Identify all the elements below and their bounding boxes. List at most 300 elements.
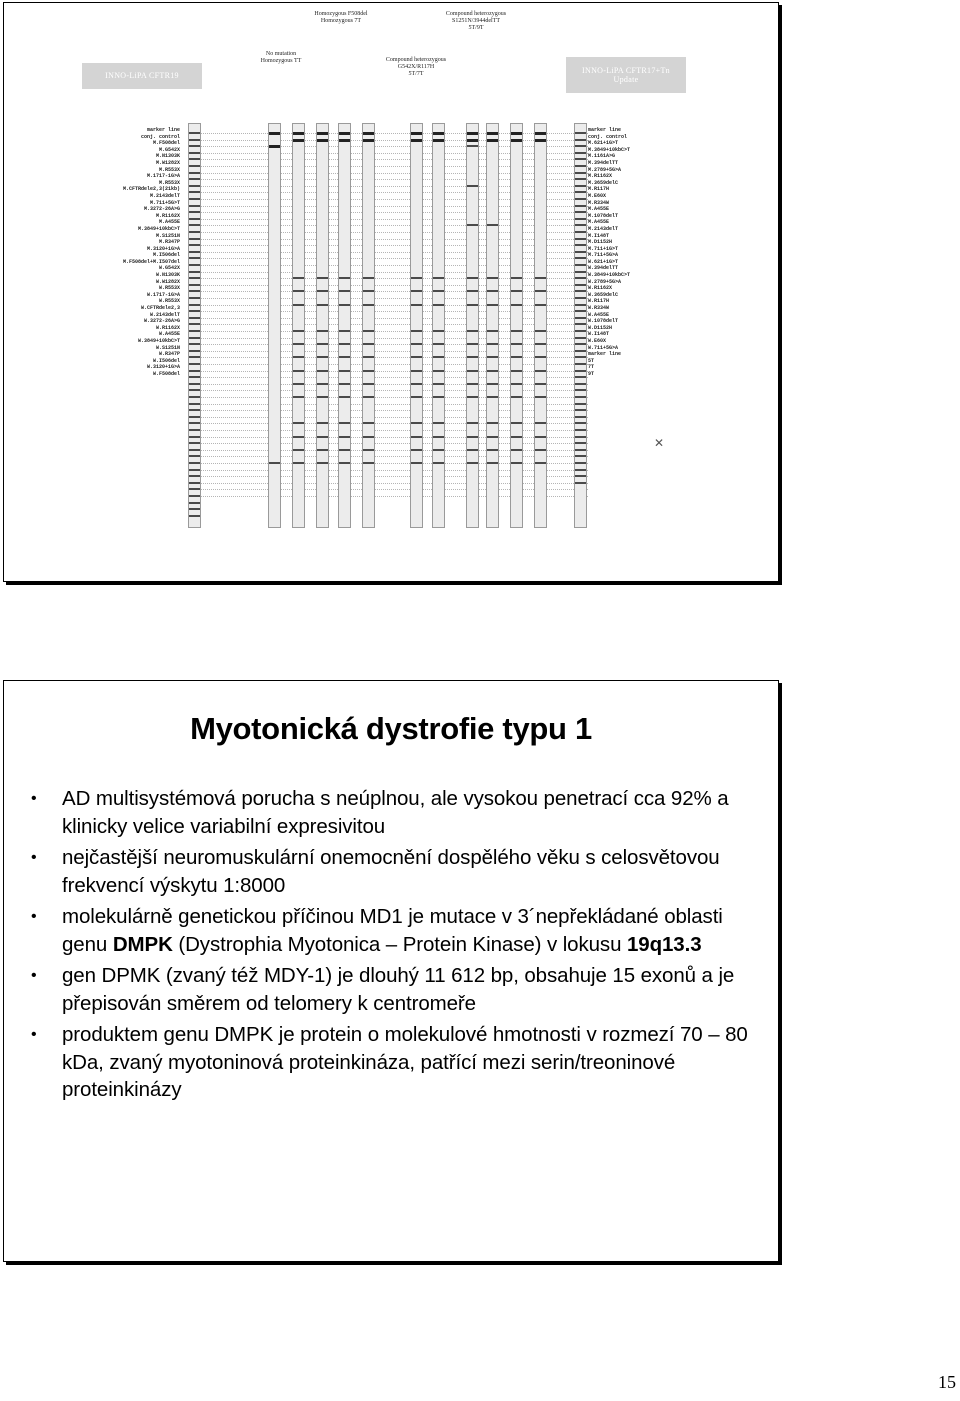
line-probe-assay-figure [76, 13, 696, 533]
strip-band [411, 422, 422, 424]
bullet-item [27, 785, 757, 840]
strip-band [575, 139, 586, 141]
strip-band [339, 422, 350, 424]
guide-line [188, 212, 588, 213]
header-left-box [82, 63, 202, 89]
strip-band [189, 185, 200, 187]
strip-band [575, 462, 586, 464]
right-probe-label: M.E60X [588, 192, 607, 199]
guide-line [188, 470, 588, 471]
guide-line [188, 410, 588, 411]
bullet-text: AD multisystémová porucha s neúplnou, ale vysokou penetrací cca 92% a klinicky velice variabilní expresivitou [62, 787, 729, 838]
left-probe-label: M.2143delT [149, 192, 180, 199]
strip-band [535, 449, 546, 451]
strip-band [411, 449, 422, 451]
strip-band [293, 343, 304, 345]
guide-line [188, 311, 588, 312]
guide-line [188, 225, 588, 226]
strip-band [467, 330, 478, 332]
column-label-1: No mutation Homozygous TT [260, 51, 302, 65]
strip-band [189, 317, 200, 319]
strip-band [411, 356, 422, 358]
test-strip [432, 123, 445, 528]
left-probe-label: W.I506del [152, 357, 180, 364]
locus-name: 19q13.3 [626, 932, 702, 956]
strip-band [363, 356, 374, 358]
strip-band [339, 330, 350, 332]
strip-band [487, 304, 498, 306]
guide-line [188, 377, 588, 378]
right-probe-label: W.394delTT [588, 265, 619, 272]
test-strip [362, 123, 375, 528]
strip-band [511, 356, 522, 358]
strip-band [317, 343, 328, 345]
guide-line [188, 476, 588, 477]
right-probe-label: M.394delTT [588, 159, 619, 166]
bullet-dot-icon: • [31, 908, 37, 925]
strip-band [575, 132, 586, 134]
guide-line [188, 159, 588, 160]
strip-band [189, 515, 200, 517]
left-probe-label: W.R1162X [155, 324, 180, 331]
strip-band [575, 297, 586, 299]
strip-band [363, 396, 374, 398]
left-probe-label: W.2143delT [149, 311, 180, 318]
strip-band [575, 284, 586, 286]
strip-band [189, 178, 200, 180]
guide-line [188, 351, 588, 352]
right-probe-label: M.R334W [588, 199, 610, 206]
strip-band [535, 139, 546, 142]
strip-band [293, 356, 304, 358]
strip-band [189, 502, 200, 504]
strip-band [433, 436, 444, 438]
strip-band [293, 304, 304, 306]
strip-band [575, 449, 586, 451]
left-probe-label: W.F508del [152, 370, 180, 377]
strip-band [293, 277, 304, 279]
strip-band [363, 277, 374, 279]
test-strip [338, 123, 351, 528]
strip-band [189, 442, 200, 444]
strip-band [317, 277, 328, 279]
strip-band [575, 363, 586, 365]
strip-band [487, 356, 498, 358]
right-probe-label: W.621+1G>T [588, 258, 619, 265]
gene-name: DMPK [112, 932, 173, 956]
strip-band [269, 462, 280, 464]
strip-band [363, 304, 374, 306]
header-right-box [566, 57, 686, 93]
strip-band [535, 383, 546, 385]
strip-band [317, 396, 328, 398]
strip-band [511, 330, 522, 332]
strip-band [575, 383, 586, 385]
right-probe-label: marker line [588, 351, 622, 358]
right-probe-label: M.621+1G>T [588, 140, 619, 147]
strip-band [575, 455, 586, 457]
guide-line [188, 278, 588, 279]
strip-band [339, 304, 350, 306]
guide-line [188, 285, 588, 286]
strip-band [575, 356, 586, 358]
strip-band [575, 238, 586, 240]
guide-line [188, 430, 588, 431]
right-probe-label: M.2789+5G>A [588, 166, 622, 173]
right-probe-label: W.711+5G>A [588, 344, 619, 351]
test-strip [410, 123, 423, 528]
strip-band [467, 436, 478, 438]
strip-band [575, 429, 586, 431]
strip-band [411, 396, 422, 398]
strip-band [487, 343, 498, 345]
strip-band [535, 290, 546, 292]
strip-band [189, 297, 200, 299]
guide-line [188, 298, 588, 299]
right-probe-label: marker line [588, 127, 622, 133]
guide-line [188, 344, 588, 345]
strip-band [189, 350, 200, 352]
strip-band [189, 158, 200, 160]
strip-band [411, 370, 422, 372]
strip-band [189, 238, 200, 240]
strip-band [511, 383, 522, 385]
column-label-4: Compound heterozygous S1251N/3944delTT 5T/9T [445, 11, 507, 32]
strip-band [189, 224, 200, 226]
guide-line [188, 232, 588, 233]
bullet-dot-icon: • [31, 1026, 37, 1043]
guide-line [188, 496, 588, 497]
guide-line [188, 166, 588, 167]
strip-band [575, 482, 586, 484]
strip-band [293, 370, 304, 372]
strip-band [433, 396, 444, 398]
strip-band [487, 132, 498, 135]
right-probe-label: M.3849+10kbC>T [588, 146, 631, 153]
strip-band [189, 271, 200, 273]
left-probe-label: M.G542X [158, 146, 180, 153]
strip-band [487, 330, 498, 332]
strip-band [487, 449, 498, 451]
right-probe-label: M.711+5G>A [588, 252, 619, 259]
strip-band [189, 145, 200, 147]
bullet-text: gen DPMK (zvaný též MDY-1) je dlouhý 11 612 bp, obsahuje 15 exonů a je přepisován směrem od telomery k centromeře [62, 964, 735, 1015]
strip-band [339, 132, 350, 135]
right-probe-label: M.1161A>G [588, 153, 616, 160]
left-probe-label: W.N1303K [155, 272, 180, 279]
strip-band [575, 145, 586, 147]
bullet-item [27, 962, 757, 1017]
left-probe-label: M.F508del [152, 140, 180, 147]
strip-band [575, 178, 586, 180]
left-probe-label: M.3272-26A>G [143, 206, 180, 213]
strip-band [363, 330, 374, 332]
right-probe-label: W.3659delC [588, 291, 619, 298]
strip-band [411, 436, 422, 438]
strip-band [189, 403, 200, 405]
bullet-list [27, 785, 757, 1108]
strip-band [575, 198, 586, 200]
strip-band [467, 422, 478, 424]
strip-band [575, 323, 586, 325]
guide-line [188, 463, 588, 464]
guide-line [188, 199, 588, 200]
strip-band [317, 462, 328, 464]
left-probe-label: M.3849+10kbC>T [137, 225, 180, 232]
strip-band [575, 370, 586, 372]
strip-band [487, 224, 498, 226]
bullet-text: molekulárně genetickou příčinou MD1 je mutace v 3´nepřekládané oblasti genu [62, 905, 723, 956]
strip-band [189, 152, 200, 154]
guide-line [188, 305, 588, 306]
bullet-item [27, 844, 757, 899]
bullet-dot-icon: • [31, 790, 37, 807]
strip-band [467, 396, 478, 398]
strip-band [467, 356, 478, 358]
strip-band [433, 343, 444, 345]
strip-band [189, 389, 200, 391]
strip-band [189, 363, 200, 365]
strip-band [467, 277, 478, 279]
guide-line [188, 318, 588, 319]
left-probe-label: M.R553X [158, 179, 180, 186]
left-probe-label: W.R553X [158, 298, 180, 305]
strip-band [511, 132, 522, 135]
strip-band [467, 449, 478, 451]
strip-band [433, 330, 444, 332]
strip-band [433, 422, 444, 424]
strip-band [467, 462, 478, 464]
strip-band [411, 343, 422, 345]
right-probe-label: M.A455E [588, 206, 610, 213]
bullet-text: (Dystrophia Myotonica – Protein Kinase) v lokusu [172, 932, 627, 956]
strip-band [189, 264, 200, 266]
guide-line [188, 272, 588, 273]
strip-band [575, 257, 586, 259]
guide-line [188, 437, 588, 438]
guide-line [188, 443, 588, 444]
strip-band [189, 462, 200, 464]
strip-band [189, 172, 200, 174]
left-probe-label: marker line [146, 127, 180, 133]
guide-line [188, 265, 588, 266]
guide-line [188, 153, 588, 154]
guide-line [188, 404, 588, 405]
strip-band [293, 462, 304, 464]
guide-line [188, 331, 588, 332]
guide-line [188, 133, 588, 134]
strip-band [189, 495, 200, 497]
guide-line [188, 173, 588, 174]
strip-band [189, 449, 200, 451]
strip-band [339, 370, 350, 372]
strip-band [487, 422, 498, 424]
strip-band [363, 436, 374, 438]
left-probe-label: M.W1282X [155, 159, 180, 166]
strip-band [189, 211, 200, 213]
right-probe-label: W.E60X [588, 338, 607, 344]
strip-band [189, 455, 200, 457]
strip-band [511, 139, 522, 142]
strip-band [467, 132, 478, 135]
strip-band [293, 330, 304, 332]
strip-band [433, 290, 444, 292]
left-probe-label: M.I506del [152, 252, 180, 259]
strip-band [575, 409, 586, 411]
test-strip [268, 123, 281, 528]
strip-band [575, 396, 586, 398]
strip-band [189, 132, 200, 134]
strip-band [189, 244, 200, 246]
guide-line [188, 146, 588, 147]
strip-band [189, 383, 200, 385]
left-probe-label: M.A455E [158, 219, 180, 226]
strip-band [487, 277, 498, 279]
strip-band [189, 370, 200, 372]
strip-band [467, 145, 478, 147]
strip-band [317, 383, 328, 385]
strip-band [339, 356, 350, 358]
strip-band [433, 462, 444, 464]
strip-band [575, 191, 586, 193]
bullet-dot-icon: • [31, 967, 37, 984]
right-probe-label: W.R117H [588, 298, 610, 305]
strip-band [575, 350, 586, 352]
strip-band [189, 165, 200, 167]
strip-band [467, 139, 478, 142]
strip-band [317, 436, 328, 438]
left-probe-label: M.R553X [158, 166, 180, 173]
right-probe-label: M.2143delT [588, 225, 619, 232]
strip-band [317, 449, 328, 451]
strip-band [575, 152, 586, 154]
strip-band [575, 304, 586, 306]
strip-band [535, 304, 546, 306]
strip-band [293, 383, 304, 385]
strip-band [575, 231, 586, 233]
strip-band [575, 172, 586, 174]
guide-line [188, 192, 588, 193]
strip-band [189, 251, 200, 253]
guide-line [188, 245, 588, 246]
strip-band [189, 257, 200, 259]
strip-band [189, 304, 200, 306]
left-probe-labels [123, 127, 180, 378]
guide-line [188, 456, 588, 457]
strip-band [317, 139, 328, 142]
strip-band [293, 422, 304, 424]
strip-band [535, 436, 546, 438]
left-probe-label: W.3849+10kbC>T [137, 338, 180, 344]
left-probe-label: M.CFTRdele2,3(21kb) [122, 186, 180, 193]
strip-band [189, 508, 200, 510]
strip-band [189, 343, 200, 345]
strip-band [189, 139, 200, 141]
left-probe-label: M.F508del+M.I507del [122, 258, 180, 265]
right-probe-label: M.711+1G>T [588, 245, 619, 252]
strip-band [467, 290, 478, 292]
strip-band [363, 132, 374, 135]
strip-band [511, 277, 522, 279]
left-probe-label: M.N1303K [155, 153, 180, 160]
strip-band [535, 422, 546, 424]
left-probe-label: M.R1162X [155, 212, 180, 219]
strip-band [317, 370, 328, 372]
right-probe-label: M.R117H [588, 186, 610, 193]
strip-band [511, 343, 522, 345]
strip-band [189, 290, 200, 292]
strip-band [433, 132, 444, 135]
strip-band [189, 337, 200, 339]
guide-line [188, 252, 588, 253]
slide-figure [3, 2, 779, 582]
strip-band [293, 132, 304, 135]
strip-band [433, 370, 444, 372]
strip-band [575, 416, 586, 418]
strip-band [339, 449, 350, 451]
strip-band [487, 139, 498, 142]
strip-band [511, 422, 522, 424]
strip-band [575, 310, 586, 312]
strip-band [467, 224, 478, 226]
right-probe-label: M.I148T [588, 232, 610, 239]
right-probe-label: M.R1162X [588, 173, 613, 180]
strip-band [575, 158, 586, 160]
right-probe-labels [588, 127, 630, 378]
strip-band [363, 462, 374, 464]
strip-band [535, 370, 546, 372]
strip-band [317, 330, 328, 332]
strip-band [575, 271, 586, 273]
strip-band [269, 132, 280, 135]
strip-band [487, 290, 498, 292]
column-label-2: Homozygous F508del Homozygous 7T [314, 11, 368, 25]
guide-line [188, 140, 588, 141]
strip-band [511, 396, 522, 398]
marker-cross-icon: ✕ [654, 436, 665, 450]
bullet-dot-icon: • [31, 849, 37, 866]
strip-band [575, 422, 586, 424]
right-probe-label: 7T [588, 364, 595, 371]
strip-band [467, 304, 478, 306]
strip-band [189, 376, 200, 378]
strip-band [189, 356, 200, 358]
right-probe-label: W.1078delT [588, 318, 619, 325]
strip-band [189, 218, 200, 220]
test-strip [292, 123, 305, 528]
strip-band [411, 277, 422, 279]
strip-band [189, 475, 200, 477]
guide-line [188, 206, 588, 207]
strip-band [575, 343, 586, 345]
left-probe-label: W.G542X [158, 265, 180, 272]
strip-band [189, 396, 200, 398]
test-strip [534, 123, 547, 528]
bullet-text: produktem genu DMPK je protein o molekulové hmotnosti v rozmezí 70 – 80 kDa, zvaný myotoninová proteinkináza, patřící mezi serin/treoninové proteinkinázy [62, 1023, 748, 1101]
left-probe-label: W.A455E [158, 331, 180, 338]
strip-band [411, 304, 422, 306]
strip-band [575, 165, 586, 167]
strip-band [511, 370, 522, 372]
strip-band [269, 145, 280, 148]
strip-band [575, 251, 586, 253]
strip-band [339, 396, 350, 398]
strip-band [487, 396, 498, 398]
strip-band [535, 330, 546, 332]
strip-band [363, 370, 374, 372]
strip-band [467, 370, 478, 372]
strip-band [339, 277, 350, 279]
